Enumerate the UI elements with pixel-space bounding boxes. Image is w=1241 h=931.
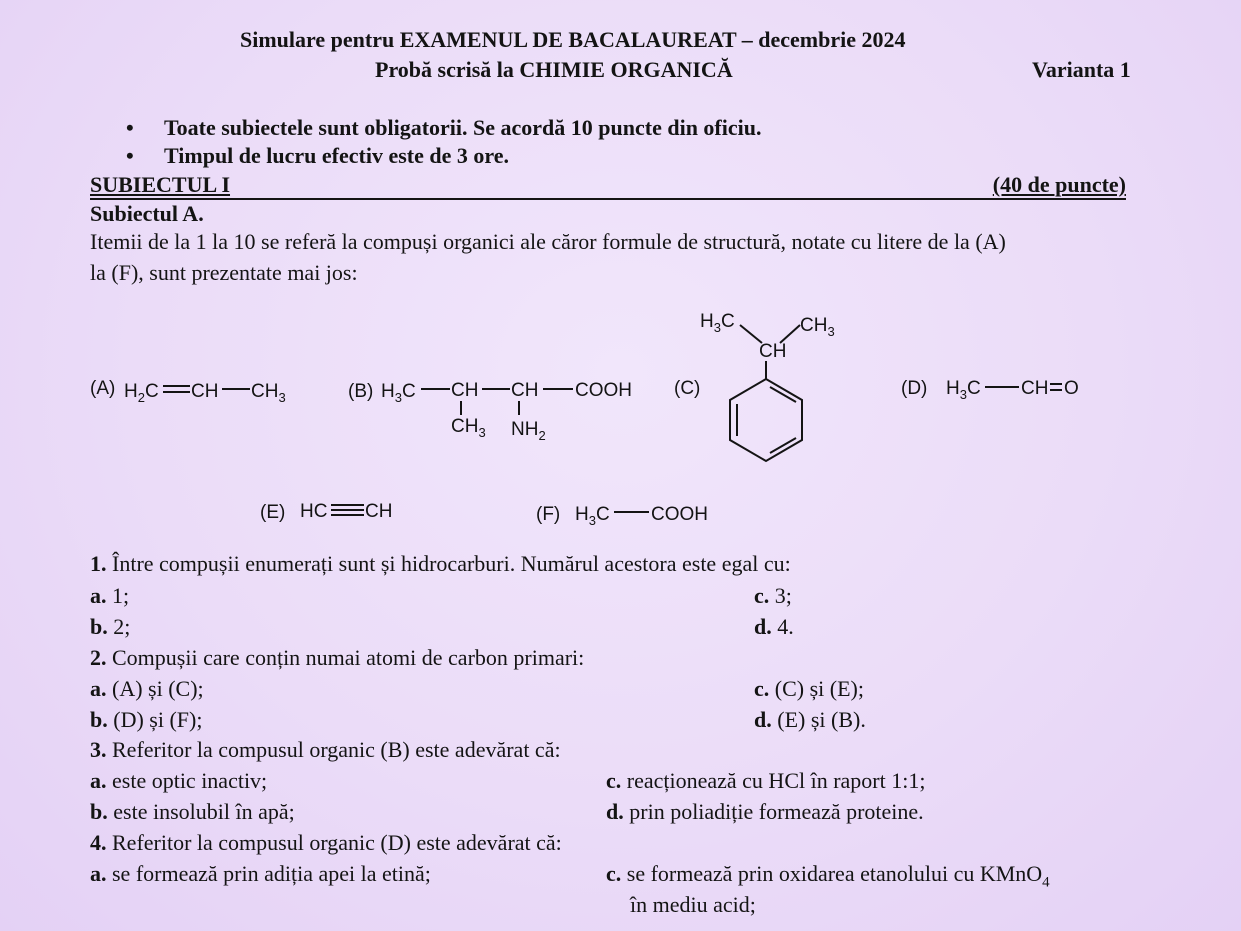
option-1a[interactable] xyxy=(90,583,129,609)
exam-variant: Varianta 1 xyxy=(1032,57,1131,82)
option-text: 2; xyxy=(113,614,131,639)
option-letter: c. xyxy=(606,768,622,793)
bullet-icon: • xyxy=(126,115,134,140)
instruction-item xyxy=(126,115,761,141)
question-2 xyxy=(90,645,584,671)
question-number: 3. xyxy=(90,737,107,762)
svg-text:H3C: $H_3C$ xyxy=(946,378,981,402)
svg-text:(C): (C) xyxy=(674,378,701,399)
svg-text:CH: CH xyxy=(1021,378,1049,399)
svg-text:CH3: $CH_3$ xyxy=(800,315,835,339)
option-text: (D) și (F); xyxy=(113,707,203,732)
option-letter: b. xyxy=(90,799,108,824)
option-text: se formează prin adiția apei la etină; xyxy=(112,861,431,886)
option-text: (E) și (B). xyxy=(777,707,866,732)
option-letter: a. xyxy=(90,676,107,701)
intro-line-1: Itemii de la 1 la 10 se referă la compuși organici ale căror formule de structură, notate cu litere de la (A) xyxy=(90,229,1006,254)
option-text: (C) și (E); xyxy=(774,676,864,701)
compound-b xyxy=(348,380,632,443)
option-letter: c. xyxy=(754,676,770,701)
question-text: Între compușii enumerați sunt și hidrocarburi. Numărul acestora este egal cu: xyxy=(112,551,791,576)
compound-structures xyxy=(0,295,1241,535)
option-4c[interactable] xyxy=(606,861,1050,891)
question-1 xyxy=(90,551,791,577)
option-3a[interactable] xyxy=(90,768,267,794)
option-text: reacționează cu HCl în raport 1:1; xyxy=(626,768,926,793)
option-2c[interactable] xyxy=(754,676,864,702)
option-text: este insolubil în apă; xyxy=(113,799,295,824)
question-text: Compușii care conțin numai atomi de carbon primari: xyxy=(112,645,585,670)
option-text: este optic inactiv; xyxy=(112,768,268,793)
question-4 xyxy=(90,830,562,856)
option-letter: d. xyxy=(606,799,624,824)
option-3d[interactable] xyxy=(606,799,924,825)
svg-text:H3C: $H_3C$ xyxy=(700,311,735,335)
svg-text:(D): (D) xyxy=(901,378,928,399)
question-text: Referitor la compusul organic (B) este adevărat că: xyxy=(112,737,561,762)
svg-text:(B): (B) xyxy=(348,381,374,402)
option-text: 4. xyxy=(777,614,794,639)
option-text: prin poliadiție formează proteine. xyxy=(629,799,924,824)
svg-text:HC: HC xyxy=(300,501,328,522)
svg-text:H2C: $H_2C$ xyxy=(124,381,159,405)
option-3b[interactable] xyxy=(90,799,295,825)
option-text: 3; xyxy=(774,583,792,608)
option-4c-continued xyxy=(630,892,756,918)
option-1c[interactable] xyxy=(754,583,792,609)
option-4a[interactable] xyxy=(90,861,431,887)
exam-subject: Probă scrisă la CHIMIE ORGANICĂ xyxy=(375,57,733,82)
subsection-title: Subiectul A. xyxy=(90,201,204,226)
option-letter: c. xyxy=(754,583,770,608)
intro-line-2: la (F), sunt prezentate mai jos: xyxy=(90,260,358,285)
question-number: 2. xyxy=(90,645,107,670)
option-text: se formează prin oxidarea etanolului cu KMnO$_4$ xyxy=(626,861,1050,891)
compound-f xyxy=(536,504,708,528)
option-letter: b. xyxy=(90,614,108,639)
question-number: 4. xyxy=(90,830,107,855)
option-letter: c. xyxy=(606,861,622,886)
option-1d[interactable] xyxy=(754,614,794,640)
bullet-icon: • xyxy=(126,143,134,168)
svg-text:(E): (E) xyxy=(260,502,286,523)
svg-text:CH3: $CH_3$ xyxy=(251,381,286,405)
compound-c xyxy=(674,311,835,461)
option-text: în mediu acid; xyxy=(630,892,756,917)
option-text: 1; xyxy=(112,583,130,608)
svg-text:H3C: $H_3C$ xyxy=(381,381,416,405)
option-letter: b. xyxy=(90,707,108,732)
svg-text:CH: CH xyxy=(759,341,787,362)
instruction-text: Toate subiectele sunt obligatorii. Se acordă 10 puncte din oficiu. xyxy=(164,115,762,140)
svg-text:H3C: $H_3C$ xyxy=(575,504,610,528)
option-2b[interactable] xyxy=(90,707,202,733)
svg-text:CH3: $CH_3$ xyxy=(451,416,486,440)
svg-text:(F): (F) xyxy=(536,504,561,525)
svg-text:CH: CH xyxy=(511,380,539,401)
svg-text:COOH: COOH xyxy=(651,504,708,525)
option-2a[interactable] xyxy=(90,676,204,702)
instruction-text: Timpul de lucru efectiv este de 3 ore. xyxy=(164,143,510,168)
section-points: (40 de puncte) xyxy=(992,172,1126,197)
instruction-item xyxy=(126,143,509,169)
compound-a xyxy=(90,378,286,405)
option-letter: d. xyxy=(754,614,772,639)
question-number: 1. xyxy=(90,551,107,576)
section-title: SUBIECTUL I xyxy=(90,172,231,197)
compound-e xyxy=(260,501,392,523)
question-3 xyxy=(90,737,561,763)
svg-text:NH2: $NH_2$ xyxy=(511,419,546,443)
option-2d[interactable] xyxy=(754,707,866,733)
option-1b[interactable] xyxy=(90,614,130,640)
section-header xyxy=(90,172,1126,200)
option-letter: d. xyxy=(754,707,772,732)
svg-text:CH: CH xyxy=(451,380,479,401)
option-text: (A) și (C); xyxy=(112,676,204,701)
svg-text:O: O xyxy=(1064,378,1079,399)
question-text: Referitor la compusul organic (D) este adevărat că: xyxy=(112,830,562,855)
exam-title: Simulare pentru EXAMENUL DE BACALAUREAT – decembrie 2024 xyxy=(240,27,906,52)
svg-text:COOH: COOH xyxy=(575,380,632,401)
option-letter: a. xyxy=(90,861,107,886)
option-letter: a. xyxy=(90,768,107,793)
svg-text:CH: CH xyxy=(191,381,219,402)
compound-d xyxy=(901,378,1079,402)
svg-text:(A): (A) xyxy=(90,378,116,399)
option-letter: a. xyxy=(90,583,107,608)
option-3c[interactable] xyxy=(606,768,925,794)
svg-text:CH: CH xyxy=(365,501,393,522)
